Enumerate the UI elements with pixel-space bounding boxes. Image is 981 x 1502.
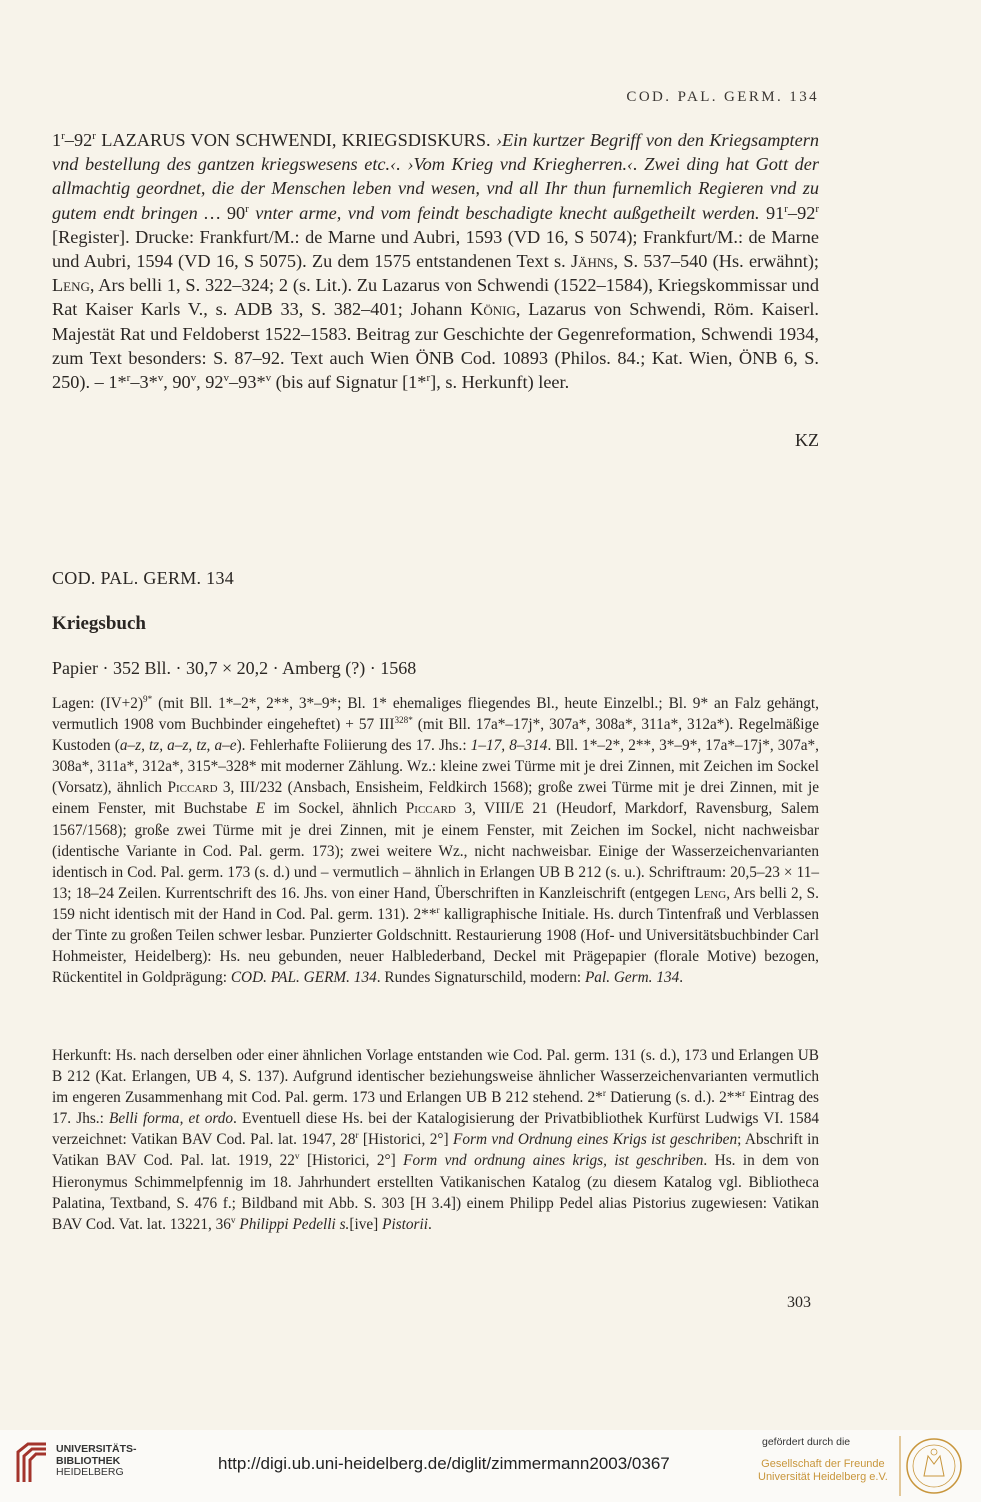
society-line2: Universität Heidelberg e.V. bbox=[758, 1471, 888, 1483]
library-logo-icon bbox=[14, 1442, 50, 1486]
herkunft-paragraph: Herkunft: Hs. nach derselben oder einer ähnlichen Vorlage entstanden wie Cod. Pal. germ. 131 (s. d.), 173 und Erlangen UB B 212 (Kat. Erlangen, UB 4, S. 137). Aufgrund identischer beziehungsweise ähnlicher Wasserzeichenvarianten vermutlich im engeren Zusammenhang mit Cod. Pal. germ. 173 und Erlangen UB B 212 stehend. 2*$^r$ Datierung (s. d.). 2**$^r$ Eintrag des 17. Jhs.: Belli forma, et ordo. Eventuell diese Hs. bei der Katalogisierung der Privatbibliothek Kurfürst Ludwigs VI. 1584 verzeichnet: Vatikan BAV Cod. Pal. lat. 1947, 28$^r$ [Historici, 2°] Form vnd Ordnung eines Krigs ist geschriben; Abschrift in Vatikan BAV Cod. Pal. lat. 1919, 22$^v$ [Historici, 2°] Form vnd ordnung aines krigs, ist geschriben. Hs. in dem von Hieronymus Schimmelpfennig im 18. Jahrhundert erstellten Vatikanischen Katalog (zu diesem Katalog vgl. Bibliotheca Palatina, Textband, S. 476 f.; Bildband mit Abb. S. 303 [H 3.4]) einem Philipp Pedel alias Pistorius zugewiesen: Vatikan BAV Cod. Vat. lat. 13221, 36$^v$ Philippi Pedelli s.[ive] Pistorii. bbox=[52, 1047, 819, 1233]
codex-subtitle: Kriegsbuch bbox=[52, 613, 146, 634]
running-head: COD. PAL. GERM. 134 bbox=[626, 89, 819, 105]
digital-copy-link[interactable]: http://digi.ub.uni-heidelberg.de/diglit/zimmermann2003/0367 bbox=[218, 1454, 670, 1473]
page-number: 303 bbox=[787, 1294, 811, 1311]
society-line1: Gesellschaft der Freunde bbox=[761, 1458, 885, 1470]
university-seal-icon bbox=[898, 1434, 964, 1498]
entry-heading: LAZARUS VON SCHWENDI, KRIEGSDISKURS. bbox=[101, 130, 491, 150]
footer-bar bbox=[0, 1430, 981, 1502]
funded-by-text: gefördert durch die bbox=[762, 1436, 851, 1448]
entry-description: 1$^r$–92$^r$ LAZARUS VON SCHWENDI, KRIEGSDISKURS. ›Ein kurtzer Begriff von den Kriegsamptern vnd bestellung des gantzen kriegswesens etc.‹. ›Vom Krieg vnd Kriegherren.‹. Zwei ding hat Gott der allmachtig geordnet, die der Menschen leben vnd wesen, vnd all Ihr thun furnemlich Regieren vnd zu gutem endt bringen … 90$^r$ vnter arme, vnd vom feindt beschadigte knecht außgetheilt werden. 91$^r$–92$^r$ [Register]. Drucke: Frankfurt/M.: de Marne und Aubri, 1593 (VD 16, S 5074); Frankfurt/M.: de Marne und Aubri, 1594 (VD 16, S 5075). Zu dem 1575 entstandenen Text s. Jähns, S. 537–540 (Hs. erwähnt); Leng, Ars belli 1, S. 322–324; 2 (s. Lit.). Zu Lazarus von Schwendi (1522–1584), Kriegskommissar und Rat Kaiser Karls V., s. ADB 33, S. 382–401; Johann König, Lazarus von Schwendi, Röm. Kaiserl. Majestät Rat und Feldoberst 1522–1583. Beitrag zur Geschichte der Gegenreformation, Schwendi 1934, zum Text besonders: S. 87–92. Text auch Wien ÖNB Cod. 10893 (Philos. 84.; Kat. Wien, ÖNB 6, S. 250). – 1*$^r$–3*$^v$, 90$^v$, 92$^v$–93*$^v$ (bis auf Signatur [1*$^r$], s. Herkunft) leer. bbox=[52, 129, 820, 393]
library-name-line2: BIBLIOTHEK bbox=[56, 1454, 121, 1467]
lagen-paragraph: Lagen: $(IV+2)^{9*}$ (mit Bll. 1*–2*, 2**, 3*–9*; Bl. 1* ehemaliges fliegendes Bl., heute Einzelbl.; Bl. 9* an Falz gehängt, vermutlich 1908 vom Buchbinder eingeheftet) + 57 $III^{328*}$ (mit Bll. 17a*–17j*, 307a*, 308a*, 311a*, 312a*). Regelmäßige Kustoden (a–z, tz, a–z, tz, a–e). Fehlerhafte Foliierung des 17. Jhs.: 1–17, 8–314. Bll. 1*–2*, 2**, 3*–9*, 17a*–17j*, 307a*, 308a*, 311a*, 312a*, 315*–328* mit moderner Zählung. Wz.: kleine zwei Türme mit je drei Zinnen, mit Zeichen im Sockel (Vorsatz), ähnlich Piccard 3, III/232 (Ansbach, Ensisheim, Feldkirch 1568); große zwei Türme mit je drei Zinnen, mit je einem Fenster, mit Buchstabe E im Sockel, ähnlich Piccard 3, VIII/E 21 (Heudorf, Markdorf, Ravensburg, Salem 1567/1568); große zwei Türme mit je drei Zinnen, mit je einem Fenster, mit Zeichen im Sockel, nicht nachweisbar (identische Variante in Cod. Pal. germ. 173); zwei weitere Wz., nicht nachweisbar. Einige der Wasserzeichenvarianten identisch in Cod. Pal. germ. 173 (s. d.) und – vermutlich – ähnlich in Erlangen UB B 212 (s. u.). Schriftraum: 20,5–23 × 11–13; 18–24 Zeilen. Kurrentschrift des 16. Jhs. von einer Hand, Überschriften in Kanzleischrift (entgegen Leng, Ars belli 2, S. 159 nicht identisch mit der Hand in Cod. Pal. germ. 131). 2**$^r$ kalligraphische Initiale. Hs. durch Tintenfraß und Verblassen der Tinte zu großen Teilen schwer lesbar. Punzierter Goldschnitt. Restaurierung 1908 (Hof- und Universitätsbuchbinder Carl Hohmeister, Heidelberg): Hs. neu gebunden, neuer Halblederband, Deckel mit Prägepapier (florale Motive) bezogen, Rückentitel in Goldprägung: COD. PAL. GERM. 134. Rundes Signaturschild, modern: Pal. Germ. 134. bbox=[52, 693, 820, 987]
codex-summary: Papier · 352 Bll. · 30,7 × 20,2 · Amberg (?) · 1568 bbox=[52, 658, 417, 678]
author-initials: KZ bbox=[795, 430, 819, 450]
folio-range: 1$^r$–92$^r$ bbox=[52, 129, 96, 150]
library-name bbox=[56, 1444, 137, 1479]
library-name-line3: HEIDELBERG bbox=[56, 1466, 124, 1478]
library-name-line1: UNIVERSITÄTS- bbox=[56, 1443, 137, 1455]
codex-title: COD. PAL. GERM. 134 bbox=[52, 568, 235, 588]
society-name bbox=[758, 1458, 888, 1484]
